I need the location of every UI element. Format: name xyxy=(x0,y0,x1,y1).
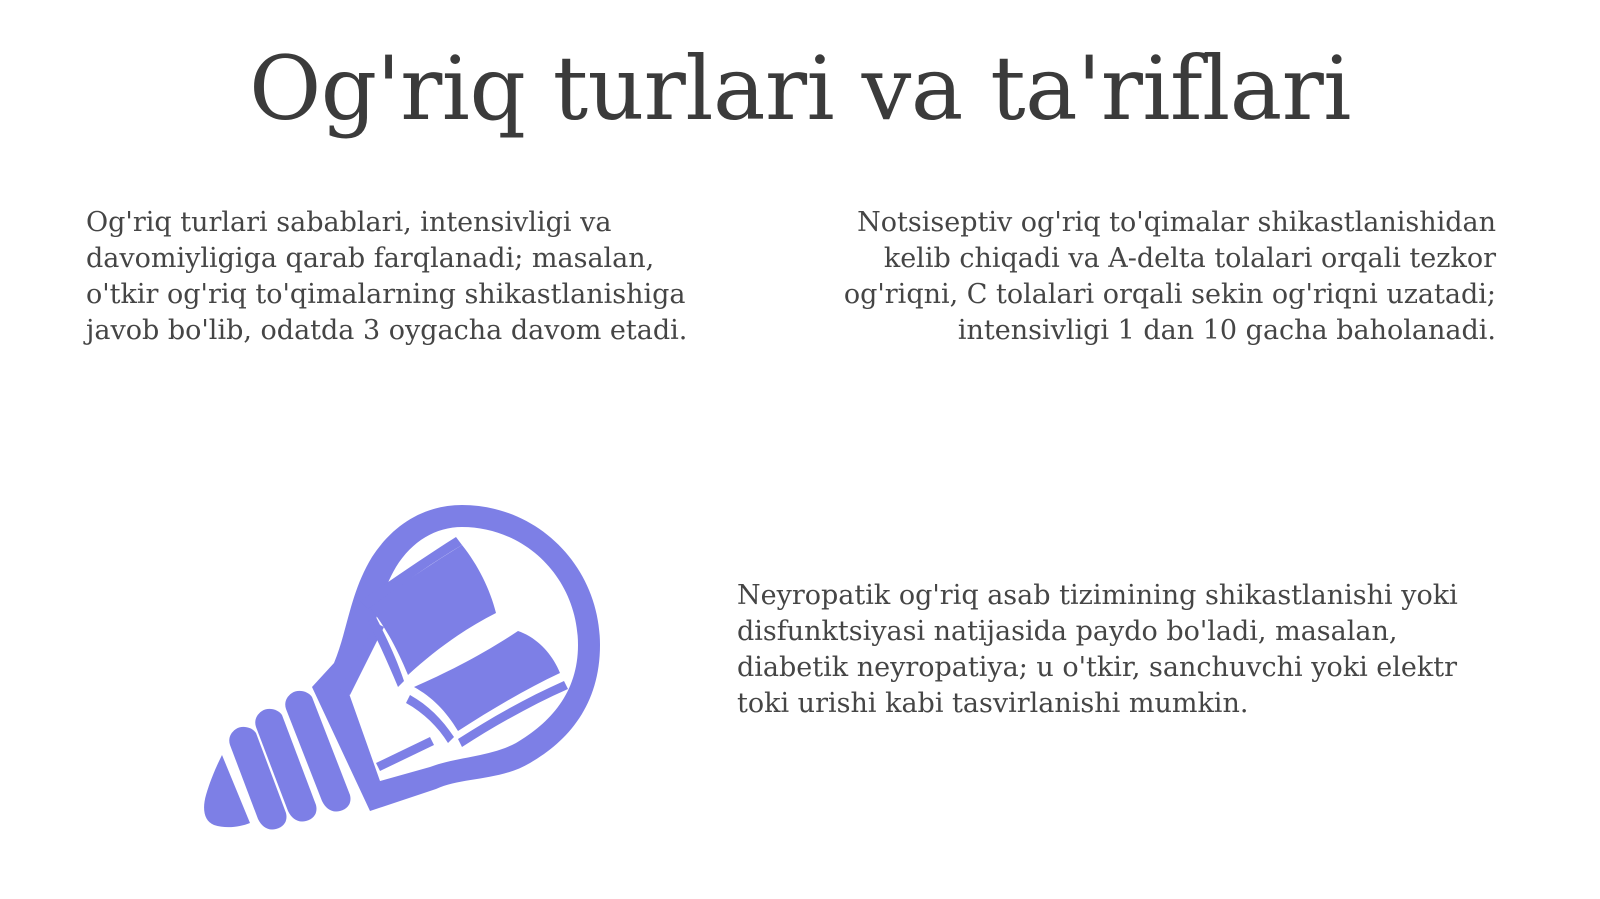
lightbulb-with-book-icon xyxy=(200,505,630,855)
paragraph-acute-pain: Og'riq turlari sabablari, intensivligi va davomiyligiga qarab farqlanadi; masalan, o'tkir og'riq to'qimalarning shikastlanishiga javob bo'lib, odatda 3 oygacha davom etadi. xyxy=(86,207,688,346)
paragraph-nociceptive-pain: Notsiseptiv og'riq to'qimalar shikastlanishidan kelib chiqadi va A-delta tolalari orqali tezkor og'riqni, C tolalari orqali sekin og'riqni uzatadi; intensivligi 1 dan 10 gacha baholanadi. xyxy=(843,207,1496,346)
slide-title: Og'riq turlari va ta'riflari xyxy=(249,37,1351,140)
paragraph-neuropathic-pain: Neyropatik og'riq asab tizimining shikastlanishi yoki disfunktsiyasi natijasida paydo bo'ladi, masalan, diabetik neyropatiya; u o'tkir, sanchuvchi yoki elektr toki urishi kabi tasvirlanishi mumkin. xyxy=(737,580,1458,719)
